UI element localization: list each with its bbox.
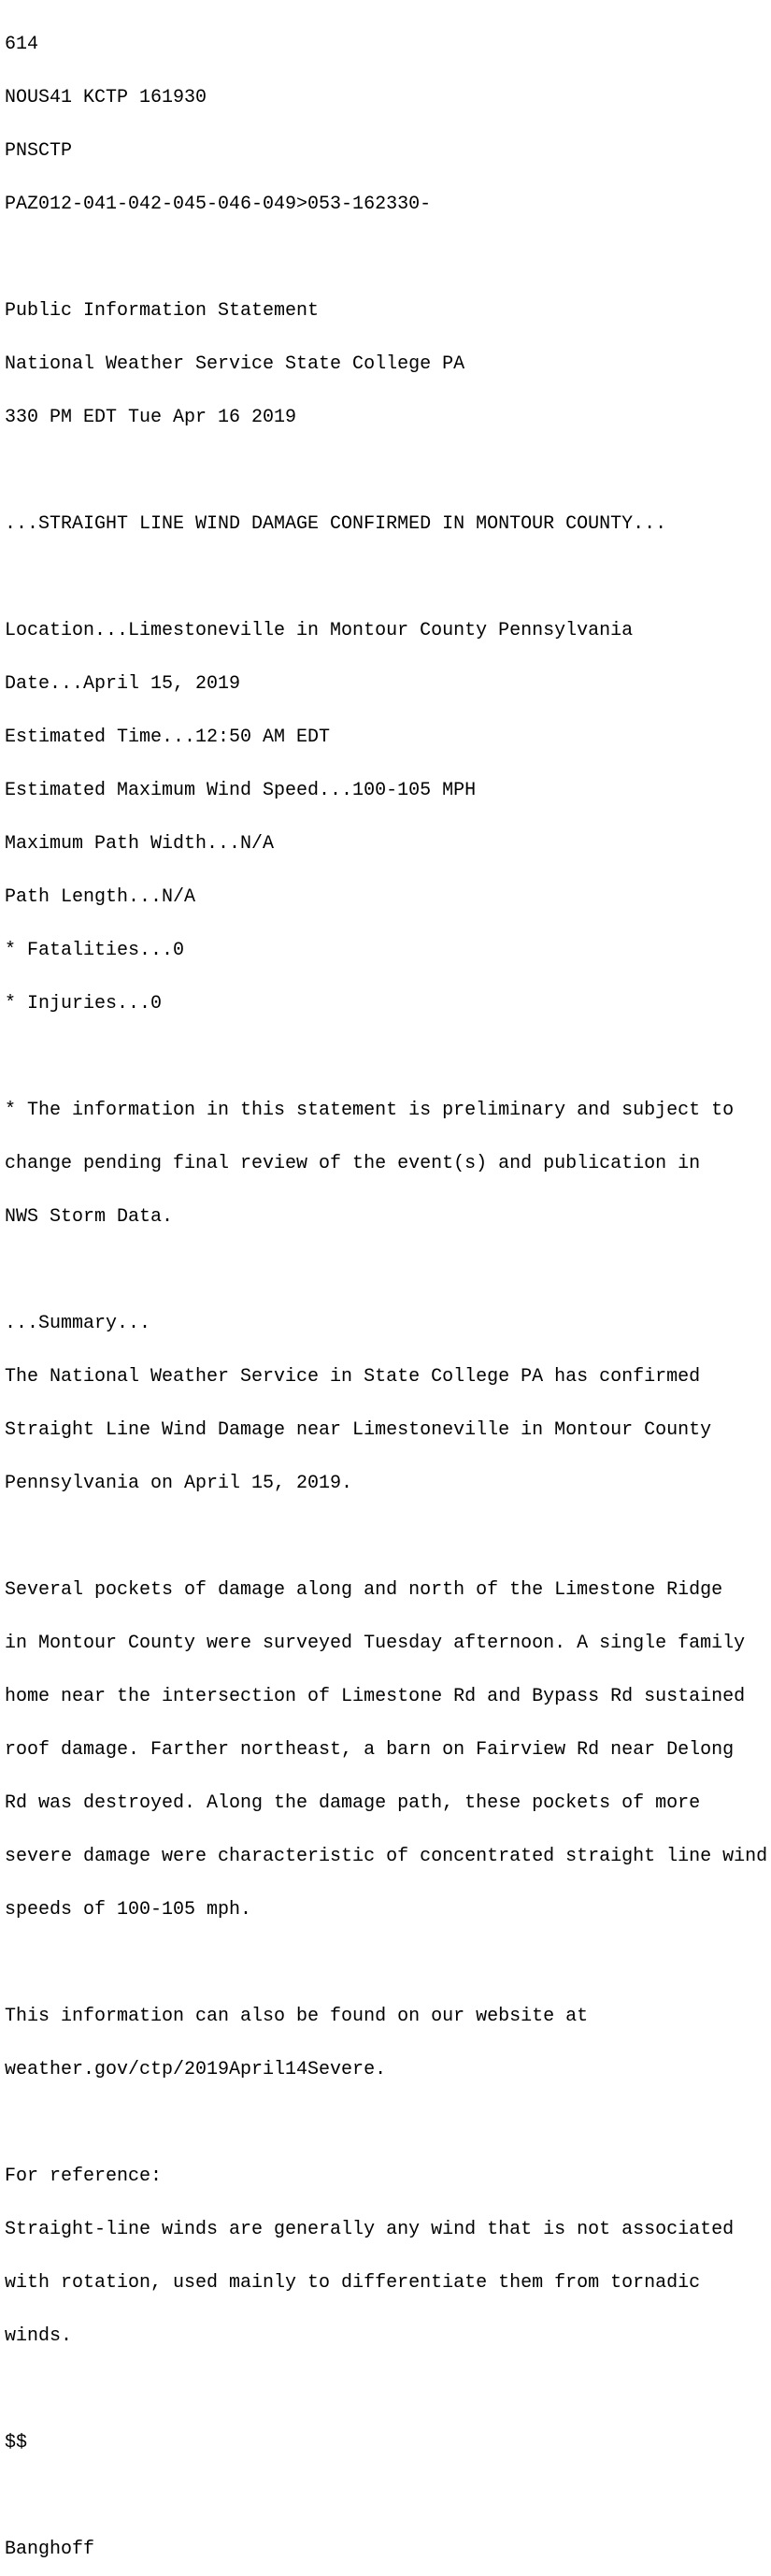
blank-line xyxy=(5,2381,771,2398)
damage-description-line: home near the intersection of Limestone Rd and Bypass Rd sustained xyxy=(5,1686,746,1707)
injuries-field: * Injuries...0 xyxy=(5,993,163,1015)
blank-line xyxy=(5,1528,771,1546)
end-marker: $$ xyxy=(5,2432,28,2454)
damage-description-line: roof damage. Farther northeast, a barn on Fairview Rd near Delong xyxy=(5,1739,735,1761)
website-url-line: weather.gov/ctp/2019April14Severe. xyxy=(5,2059,387,2080)
blank-line xyxy=(5,1048,771,1066)
wmo-header-line: NOUS41 KCTP 161930 xyxy=(5,87,207,108)
damage-description-line: severe damage were characteristic of concentrated straight line wind xyxy=(5,1846,768,1867)
fatalities-field: * Fatalities...0 xyxy=(5,940,185,961)
ugc-zones-line: PAZ012-041-042-045-046-049>053-162330- xyxy=(5,194,432,215)
issue-time: 330 PM EDT Tue Apr 16 2019 xyxy=(5,407,297,428)
product-id-line: 614 xyxy=(5,34,39,55)
statement-title: Public Information Statement xyxy=(5,300,320,322)
author-signature: Banghoff xyxy=(5,2539,95,2560)
blank-line xyxy=(5,568,771,586)
damage-description-line: speeds of 100-105 mph. xyxy=(5,1899,252,1921)
blank-line xyxy=(5,2487,771,2505)
blank-line xyxy=(5,249,771,266)
reference-line: winds. xyxy=(5,2325,73,2347)
website-note-line: This information can also be found on our website at xyxy=(5,2006,589,2027)
headline: ...STRAIGHT LINE WIND DAMAGE CONFIRMED IN MONTOUR COUNTY... xyxy=(5,513,667,535)
reference-heading: For reference: xyxy=(5,2166,163,2187)
issuing-office: National Weather Service State College PA xyxy=(5,353,465,375)
disclaimer-line: change pending final review of the event(s) and publication in xyxy=(5,1153,701,1174)
reference-line: with rotation, used mainly to differentiate them from tornadic xyxy=(5,2272,701,2294)
summary-line: Pennsylvania on April 15, 2019. xyxy=(5,1473,353,1494)
disclaimer-line: NWS Storm Data. xyxy=(5,1206,174,1228)
reference-line: Straight-line winds are generally any wind that is not associated xyxy=(5,2219,735,2240)
blank-line xyxy=(5,462,771,480)
blank-line xyxy=(5,2114,771,2132)
damage-description-line: Several pockets of damage along and north of the Limestone Ridge xyxy=(5,1579,723,1601)
damage-description-line: Rd was destroyed. Along the damage path, these pockets of more xyxy=(5,1792,701,1814)
summary-line: The National Weather Service in State College PA has confirmed xyxy=(5,1366,701,1388)
max-wind-speed-field: Estimated Maximum Wind Speed...100-105 MPH xyxy=(5,780,477,801)
location-field: Location...Limestoneville in Montour County Pennsylvania xyxy=(5,620,634,641)
summary-heading: ...Summary... xyxy=(5,1313,151,1334)
blank-line xyxy=(5,1261,771,1279)
max-path-width-field: Maximum Path Width...N/A xyxy=(5,833,275,855)
date-field: Date...April 15, 2019 xyxy=(5,673,241,695)
estimated-time-field: Estimated Time...12:50 AM EDT xyxy=(5,727,331,748)
summary-line: Straight Line Wind Damage near Limestoneville in Montour County xyxy=(5,1419,712,1441)
awips-id-line: PNSCTP xyxy=(5,140,73,162)
disclaimer-line: * The information in this statement is preliminary and subject to xyxy=(5,1100,735,1121)
path-length-field: Path Length...N/A xyxy=(5,886,196,908)
blank-line xyxy=(5,1954,771,1972)
damage-description-line: in Montour County were surveyed Tuesday afternoon. A single family xyxy=(5,1633,746,1654)
